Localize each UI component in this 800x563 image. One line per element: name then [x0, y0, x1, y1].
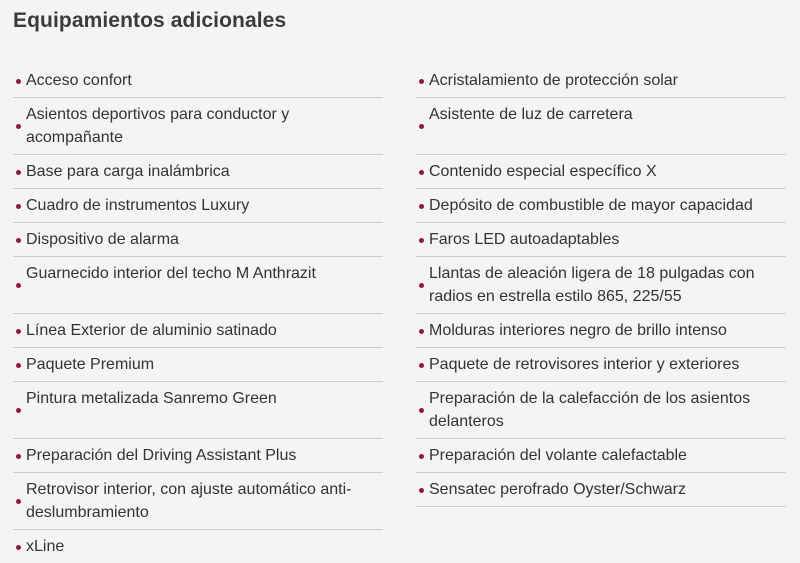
bullet-icon — [16, 454, 21, 459]
section-title: Equipamientos adicionales — [13, 9, 287, 32]
list-item — [416, 382, 786, 439]
bullet-icon — [419, 329, 424, 334]
list-item — [13, 530, 383, 563]
list-item — [416, 257, 786, 314]
list-item — [13, 189, 383, 223]
bullet-icon — [16, 204, 21, 209]
bullet-icon — [16, 499, 21, 504]
bullet-icon — [419, 204, 424, 209]
list-item — [13, 348, 383, 382]
list-item — [416, 64, 786, 98]
item-label: Preparación de la calefacción de los asientos delanteros — [429, 390, 751, 430]
item-label: Asistente de luz de carretera — [429, 106, 633, 123]
list-item — [13, 473, 383, 530]
bullet-icon — [16, 124, 21, 129]
list-item — [416, 155, 786, 189]
item-label: Dispositivo de alarma — [26, 231, 179, 248]
list-item — [416, 439, 786, 473]
item-label: Depósito de combustible de mayor capacidad — [429, 197, 753, 214]
equipment-list-left — [13, 64, 383, 563]
list-item — [13, 314, 383, 348]
bullet-icon — [419, 170, 424, 175]
bullet-icon — [16, 283, 21, 288]
item-label: Línea Exterior de aluminio satinado — [26, 322, 277, 339]
equipment-list-right — [416, 64, 786, 507]
list-item — [13, 223, 383, 257]
bullet-icon — [419, 488, 424, 493]
bullet-icon — [16, 170, 21, 175]
item-label: Faros LED autoadaptables — [429, 231, 620, 248]
item-label: Preparación del volante calefactable — [429, 447, 687, 464]
item-label: Paquete Premium — [26, 356, 155, 373]
item-label: xLine — [26, 538, 65, 555]
item-label: Acristalamiento de protección solar — [429, 72, 679, 89]
item-label: Molduras interiores negro de brillo intenso — [429, 322, 727, 339]
list-item — [416, 223, 786, 257]
list-item — [416, 98, 786, 155]
bullet-icon — [419, 79, 424, 84]
item-label: Base para carga inalámbrica — [26, 163, 230, 180]
item-label: Paquete de retrovisores interior y exteriores — [429, 356, 740, 373]
bullet-icon — [419, 363, 424, 368]
list-item — [13, 64, 383, 98]
bullet-icon — [419, 238, 424, 243]
item-label: Asientos deportivos para conductor y acompañante — [26, 106, 290, 146]
list-item — [13, 98, 383, 155]
item-label: Sensatec perofrado Oyster/Schwarz — [429, 481, 687, 498]
list-item — [13, 382, 383, 439]
list-item — [416, 314, 786, 348]
list-item — [13, 439, 383, 473]
bullet-icon — [16, 408, 21, 413]
bullet-icon — [419, 454, 424, 459]
item-label: Preparación del Driving Assistant Plus — [26, 447, 297, 464]
bullet-icon — [419, 124, 424, 129]
item-label: Guarnecido interior del techo M Anthrazit — [26, 265, 316, 282]
item-label: Pintura metalizada Sanremo Green — [26, 390, 277, 407]
item-label: Llantas de aleación ligera de 18 pulgadas con radios en estrella estilo 865, 225/55 — [429, 265, 755, 305]
item-label: Retrovisor interior, con ajuste automático anti-deslumbramiento — [26, 481, 352, 521]
bullet-icon — [419, 283, 424, 288]
list-item — [416, 189, 786, 223]
list-item — [416, 348, 786, 382]
list-item — [13, 155, 383, 189]
item-label: Contenido especial específico X — [429, 163, 657, 180]
item-label: Cuadro de instrumentos Luxury — [26, 197, 250, 214]
bullet-icon — [16, 79, 21, 84]
item-label: Acceso confort — [26, 72, 132, 89]
list-item — [13, 257, 383, 314]
bullet-icon — [419, 408, 424, 413]
list-item — [416, 473, 786, 507]
bullet-icon — [16, 545, 21, 550]
bullet-icon — [16, 329, 21, 334]
bullet-icon — [16, 363, 21, 368]
bullet-icon — [16, 238, 21, 243]
